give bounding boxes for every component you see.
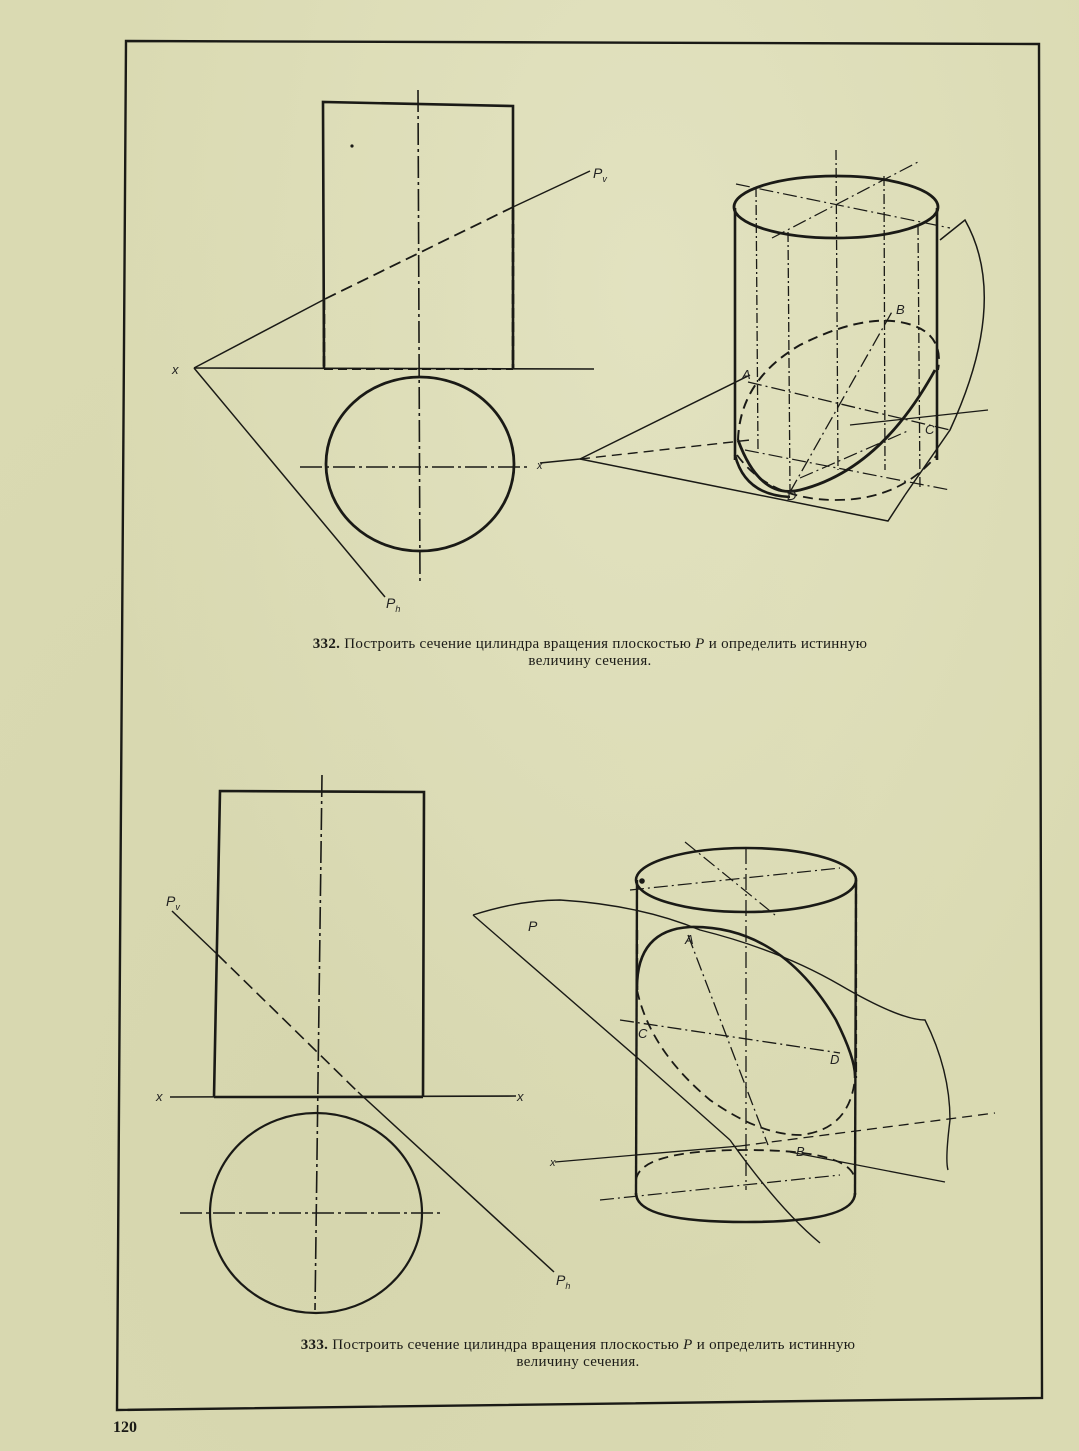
- fig333-point-b: B: [796, 1144, 805, 1159]
- fig332-point-c: C: [925, 422, 935, 437]
- fig333-point-c: C: [638, 1026, 648, 1041]
- fig333-trace-label-ph: $P_h$: [556, 1272, 571, 1291]
- fig332-point-b: B: [896, 302, 905, 317]
- figure-332-caption-plane: P: [695, 636, 705, 652]
- figure-332-caption: [140, 636, 1040, 670]
- fig333-axo-origin-label: x: [550, 1157, 556, 1169]
- figure-333-caption-text-a: Построить сечение цилиндра вращения плоскостью: [332, 1337, 680, 1353]
- fig332-point-d: D: [787, 488, 797, 503]
- figure-333-orthographic: [170, 775, 554, 1313]
- figure-333-caption-line1: [128, 1337, 1028, 1354]
- figure-332-caption-line2: величину сечения.: [528, 653, 652, 669]
- figure-332-axonometric: [540, 150, 988, 521]
- fig332-axo-origin-label: x: [537, 460, 543, 472]
- fig333-trace-label-pv: $P_v$: [166, 893, 180, 912]
- figure-333-caption-line2: величину сечения.: [516, 1354, 640, 1370]
- figure-332-number: 332.: [312, 636, 341, 652]
- figure-333-number: 333.: [300, 1337, 329, 1353]
- fig333-point-d: D: [830, 1052, 840, 1067]
- figure-333-axonometric: [473, 842, 995, 1243]
- figure-332-caption-text-a: Построить сечение цилиндра вращения плоскостью: [344, 636, 692, 652]
- figure-333-caption-plane: P: [683, 1337, 693, 1353]
- figure-332-caption-text-b: и определить истинную: [708, 636, 868, 652]
- page-frame-border: [117, 41, 1042, 1410]
- fig332-trace-label-pv: $P_v$: [593, 165, 607, 184]
- figure-333-caption: [128, 1337, 1028, 1371]
- fig332-axis-label-x: x: [172, 362, 179, 377]
- figure-332-orthographic: [194, 90, 594, 597]
- fig333-plane-label-p: P: [528, 918, 538, 934]
- fig332-point-a: A: [742, 367, 751, 382]
- fig332-trace-label-ph: $P_h$: [386, 595, 401, 614]
- figure-333-caption-text-b: и определить истинную: [696, 1337, 856, 1353]
- fig333-axis-label-x-left: x: [156, 1089, 163, 1104]
- figure-332-caption-line1: [140, 636, 1040, 653]
- fig333-axis-label-x-right: x: [517, 1089, 524, 1104]
- fig333-point-a: A: [685, 932, 694, 947]
- page-number: 120: [113, 1419, 137, 1436]
